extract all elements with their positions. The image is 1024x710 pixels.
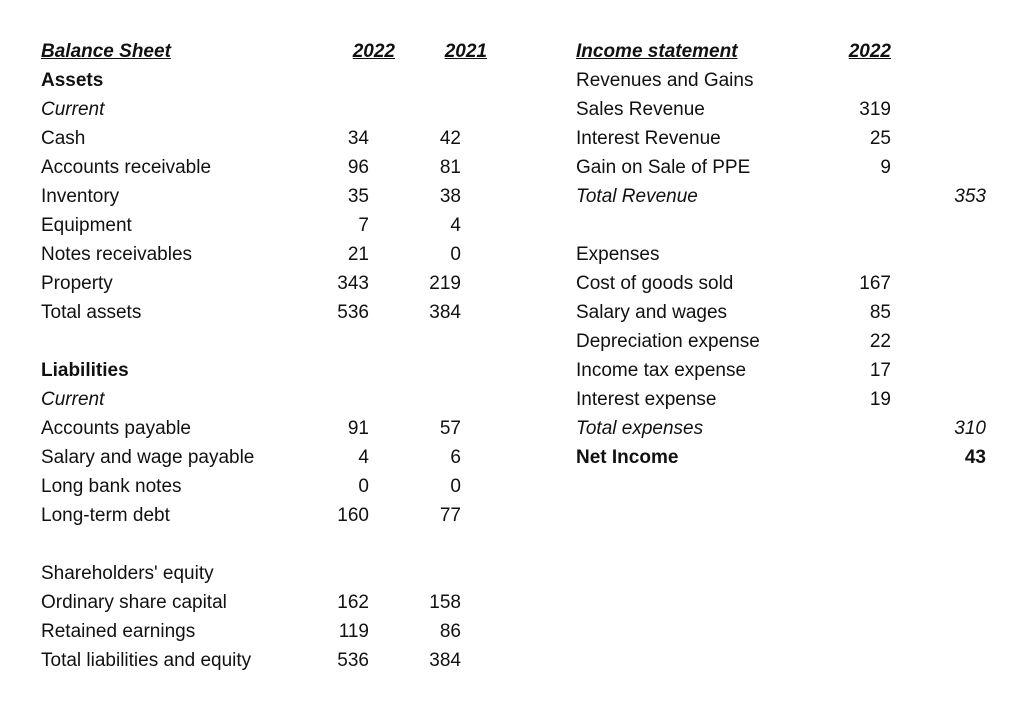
liabilities-heading-text: Liabilities — [41, 360, 129, 381]
value-2022: 91 — [347, 418, 369, 439]
row-label: Total liabilities and equity — [41, 650, 252, 671]
table-row — [41, 443, 461, 472]
expenses-heading-text: Expenses — [576, 244, 660, 265]
table-row — [41, 269, 461, 298]
value-2022: 17 — [869, 360, 891, 381]
row-label: Accounts payable — [41, 418, 191, 439]
value-2021: 6 — [450, 447, 461, 468]
value-2022: 21 — [347, 244, 369, 265]
value-2021: 0 — [450, 476, 461, 497]
liabilities-current-heading-text: Current — [41, 389, 105, 410]
value-2022: 25 — [869, 128, 891, 149]
row-label: Long-term debt — [41, 505, 170, 526]
table-row — [576, 269, 986, 298]
value-2022: 22 — [869, 331, 891, 352]
assets-current-heading-text: Current — [41, 99, 105, 120]
column-header-2022: 2022 — [352, 41, 395, 62]
total-expenses-value: 310 — [954, 418, 986, 439]
equity-heading-text: Shareholders' equity — [41, 563, 214, 584]
row-label: Accounts receivable — [41, 157, 212, 178]
row-label: Interest expense — [576, 389, 717, 410]
row-label: Total assets — [41, 302, 142, 323]
net-income-row — [576, 443, 986, 472]
total-expenses-row — [576, 414, 986, 443]
row-label: Equipment — [41, 215, 132, 236]
value-2022: 96 — [347, 157, 369, 178]
value-2022: 34 — [347, 128, 369, 149]
row-label: Salary and wage payable — [41, 447, 255, 468]
assets-heading-text: Assets — [41, 70, 104, 91]
balance-sheet-title: Balance Sheet — [41, 41, 171, 62]
value-2022: 119 — [338, 621, 369, 642]
total-revenue-value: 353 — [954, 186, 986, 207]
total-expenses-label: Total expenses — [576, 418, 704, 439]
row-label: Sales Revenue — [576, 99, 705, 120]
row-label: Interest Revenue — [576, 128, 721, 149]
row-label: Cost of goods sold — [576, 273, 734, 294]
value-2022: 4 — [358, 447, 369, 468]
row-label: Property — [41, 273, 113, 294]
liabilities-current-heading — [41, 385, 104, 414]
value-2022: 0 — [358, 476, 369, 497]
row-label: Long bank notes — [41, 476, 182, 497]
table-row — [41, 153, 461, 182]
income-statement-header-row — [576, 37, 986, 66]
table-row — [576, 298, 986, 327]
row-label: Inventory — [41, 186, 120, 207]
table-row — [41, 646, 461, 675]
income-statement-title: Income statement — [576, 41, 738, 62]
value-2022: 536 — [337, 302, 369, 323]
table-row — [41, 588, 461, 617]
table-row — [41, 124, 461, 153]
table-row — [41, 501, 461, 530]
column-header-2022: 2022 — [848, 41, 891, 62]
table-row — [41, 240, 461, 269]
table-row — [576, 95, 986, 124]
value-2021: 81 — [439, 157, 461, 178]
value-2021: 57 — [439, 418, 461, 439]
row-label: Depreciation expense — [576, 331, 760, 352]
equity-heading — [41, 559, 214, 588]
row-label: Gain on Sale of PPE — [576, 157, 751, 178]
revenues-heading — [576, 66, 753, 95]
table-row — [41, 211, 461, 240]
value-2022: 536 — [337, 650, 369, 671]
value-2022: 319 — [859, 99, 891, 120]
assets-current-heading — [41, 95, 104, 124]
value-2022: 85 — [869, 302, 891, 323]
value-2021: 0 — [450, 244, 461, 265]
table-row — [41, 298, 461, 327]
net-income-label: Net Income — [576, 447, 679, 468]
total-revenue-row — [576, 182, 986, 211]
value-2022: 343 — [337, 273, 369, 294]
value-2021: 384 — [429, 650, 461, 671]
row-label: Salary and wages — [576, 302, 728, 323]
balance-sheet-header-row — [41, 37, 487, 66]
table-row — [576, 385, 986, 414]
total-revenue-label: Total Revenue — [576, 186, 698, 207]
value-2021: 384 — [429, 302, 461, 323]
table-row — [576, 153, 986, 182]
table-row — [576, 356, 986, 385]
value-2021: 219 — [429, 273, 461, 294]
value-2021: 86 — [439, 621, 461, 642]
row-label: Cash — [41, 128, 86, 149]
liabilities-heading — [41, 356, 129, 385]
table-row — [41, 414, 461, 443]
revenues-heading-text: Revenues and Gains — [576, 70, 754, 91]
table-row — [576, 327, 986, 356]
value-2022: 167 — [859, 273, 891, 294]
assets-heading — [41, 66, 103, 95]
value-2022: 160 — [337, 505, 369, 526]
value-2022: 7 — [358, 215, 369, 236]
row-label: Notes receivables — [41, 244, 193, 265]
column-header-2021: 2021 — [444, 41, 487, 62]
value-2022: 9 — [880, 157, 891, 178]
table-row — [41, 617, 461, 646]
table-row — [41, 182, 461, 211]
row-label: Income tax expense — [576, 360, 747, 381]
value-2021: 77 — [439, 505, 461, 526]
net-income-value: 43 — [964, 447, 986, 468]
value-2021: 38 — [439, 186, 461, 207]
row-label: Ordinary share capital — [41, 592, 227, 613]
value-2022: 35 — [347, 186, 369, 207]
value-2022: 19 — [869, 389, 891, 410]
value-2021: 4 — [450, 215, 461, 236]
value-2022: 162 — [337, 592, 369, 613]
value-2021: 158 — [429, 592, 461, 613]
row-label: Retained earnings — [41, 621, 196, 642]
value-2021: 42 — [439, 128, 461, 149]
table-row — [41, 472, 461, 501]
table-row — [576, 124, 986, 153]
expenses-heading — [576, 240, 659, 269]
